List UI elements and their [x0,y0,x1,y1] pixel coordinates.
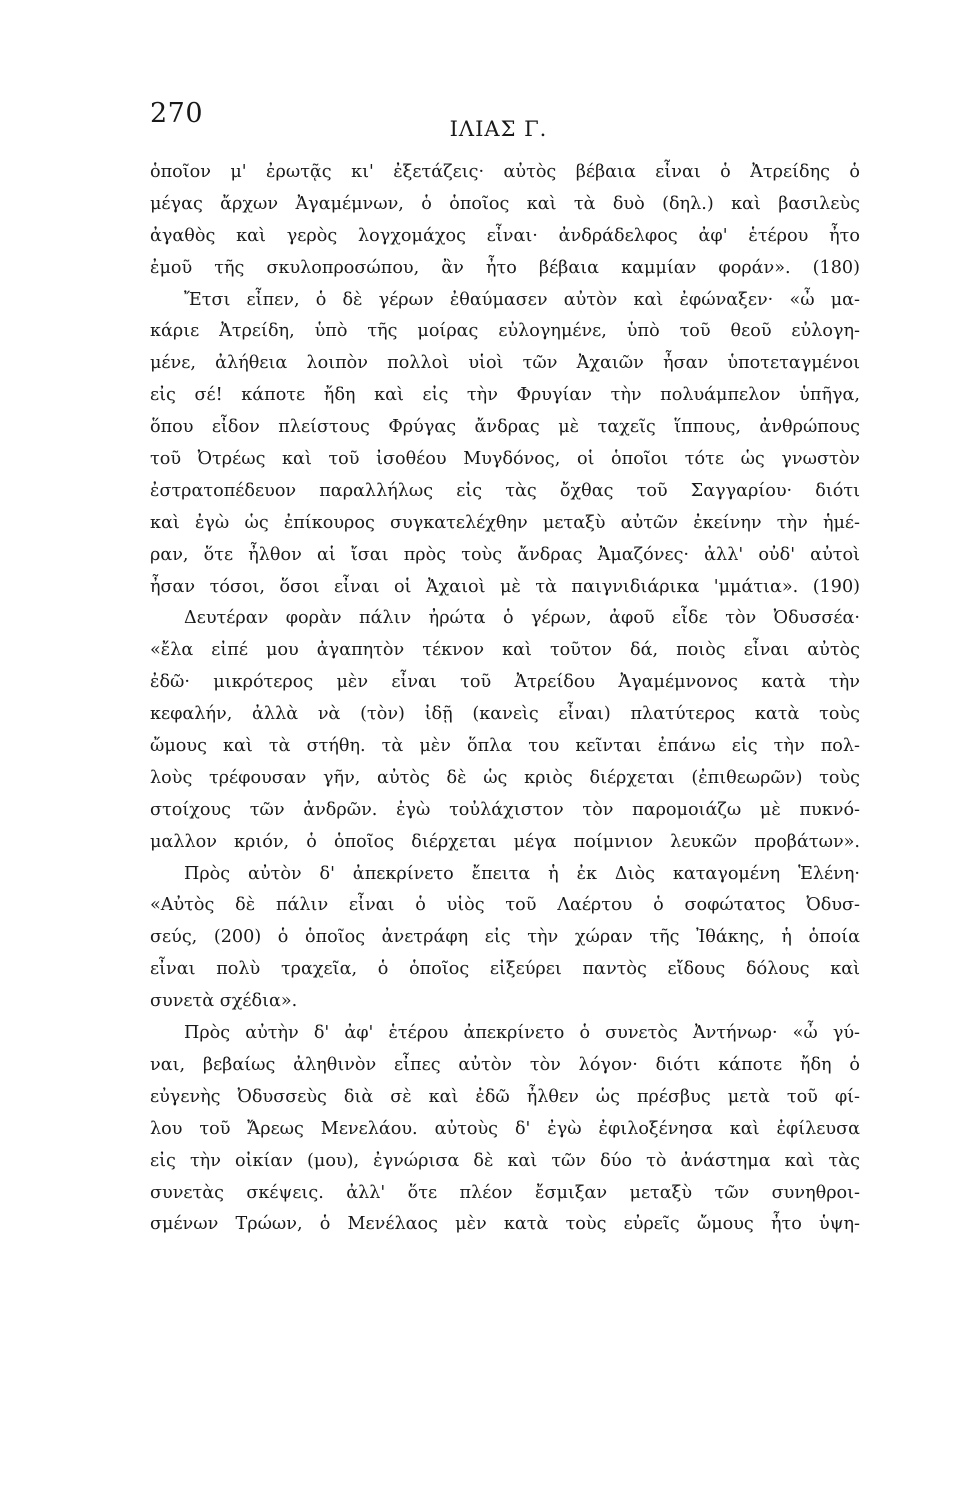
text-line: συνετὰ σχέδια». [150,991,298,1012]
text-line: σεύς, (200) ὁ ὁποῖος ἀνετράφη εἰς τὴν χώραν τῆς Ἰθάκης, ἡ ὁποία [150,927,860,948]
text-line: μένε, ἀλήθεια λοιπὸν πολλοὶ υἱοὶ τῶν Ἀχαιῶν ἦσαν ὑποτεταγμένοι [150,353,860,374]
running-title: ΙΛΙΑΣ Γ. [449,117,548,141]
text-line: Δευτέραν φορὰν πάλιν ἠρώτα ὁ γέρων, ἀφοῦ εἶδε τὸν Ὀδυσσέα· [184,608,860,629]
text-line: ὅπου εἶδον πλείστους Φρύγας ἄνδρας μὲ ταχεῖς ἵππους, ἀνθρώπους [150,417,860,438]
body-text [150,157,860,1241]
text-line: λου τοῦ Ἄρεως Μενελάου. αὐτοὺς δ' ἐγὼ ἐφιλοξένησα καὶ ἐφίλευσα [150,1118,860,1139]
text-line: συνετὰς σκέψεις. ἀλλ' ὅτε πλέον ἔσμιξαν μεταξὺ τῶν συνηθροι- [150,1182,860,1203]
text-line: Πρὸς αὐτὴν δ' ἀφ' ἑτέρου ἀπεκρίνετο ὁ συνετὸς Ἀντήνωρ· «ὦ γύ- [184,1023,860,1044]
text-line: στοίχους τῶν ἀνδρῶν. ἐγὼ τοὐλάχιστον τὸν παρομοιάζω μὲ πυκνό- [150,799,860,820]
text-line: τοῦ Ὀτρέως καὶ τοῦ ἰσοθέου Μυγδόνος, οἱ ὁποῖοι τότε ὡς γνωστὸν [150,449,860,470]
page-number: 270 [150,98,204,129]
text-line: Ἔτσι εἶπεν, ὁ δὲ γέρων ἐθαύμασεν αὐτὸν καὶ ἐφώναξεν· «ὦ μα- [184,289,860,310]
text-line: «ἔλα εἰπέ μου ἀγαπητὸν τέκνον καὶ τοῦτον δά, ποιὸς εἶναι αὐτὸς [150,640,860,661]
text-line: ναι, βεβαίως ἀληθινὸν εἶπες αὐτὸν τὸν λόγον· διότι κάποτε ἤδη ὁ [150,1054,860,1075]
text-line: σμένων Τρώων, ὁ Μενέλαος μὲν κατὰ τοὺς εὐρεῖς ὤμους ἦτο ὑψη- [150,1214,860,1235]
text-line: κεφαλήν, ἀλλὰ νὰ (τὸν) ἰδῇ (κανεὶς εἶναι) πλατύτερος κατὰ τοὺς [150,704,860,725]
text-line: ὤμους καὶ τὰ στήθη. τὰ μὲν ὅπλα του κεῖνται ἐπάνω εἰς τὴν πολ- [150,736,860,757]
text-line: ἐστρατοπέδευον παραλλήλως εἰς τὰς ὄχθας τοῦ Σαγγαρίου· διότι [150,480,860,501]
text-line: καὶ ἐγὼ ὡς ἐπίκουρος συγκατελέχθην μεταξὺ αὐτῶν ἐκείνην τὴν ἡμέ- [150,512,860,533]
text-line: ἀγαθὸς καὶ γερὸς λογχομάχος εἶναι· ἀνδράδελφος ἀφ' ἑτέρου ἦτο [150,225,860,246]
text-line: ὁποῖον μ' ἐρωτᾷς κι' ἐξετάζεις· αὐτὸς βέβαια εἶναι ὁ Ἀτρείδης ὁ [150,162,860,182]
text-line: κάριε Ἀτρείδη, ὑπὸ τῆς μοίρας εὐλογημένε, ὑπὸ τοῦ θεοῦ εὐλογη- [150,321,860,342]
text-line: Πρὸς αὐτὸν δ' ἀπεκρίνετο ἔπειτα ἡ ἐκ Διὸς καταγομένη Ἑλένη· [184,863,860,884]
text-line: ἐδῶ· μικρότερος μὲν εἶναι τοῦ Ἀτρείδου Ἀγαμέμνονος κατὰ τὴν [150,672,860,693]
text-line: εἰς σέ! κάποτε ἤδη καὶ εἰς τὴν Φρυγίαν τὴν πολυάμπελον ὑπῆγα, [150,385,860,406]
text-line: εἶναι πολὺ τραχεῖα, ὁ ὁποῖος εἰξεύρει παντὸς εἴδους δόλους καὶ [150,959,860,980]
text-line: ἐμοῦ τῆς σκυλοπροσώπου, ἂν ἦτο βέβαια καμμίαν φοράν». (180) [150,257,860,278]
text-line: μαλλον κριόν, ὁ ὁποῖος διέρχεται μέγα ποίμνιον λευκῶν προβάτων». [150,831,860,852]
text-line: εἰς τὴν οἰκίαν (μου), ἐγνώρισα δὲ καὶ τῶν δύο τὸ ἀνάστημα καὶ τὰς [150,1150,860,1171]
text-line: εὐγενὴς Ὀδυσσεὺς διὰ σὲ καὶ ἐδῶ ἦλθεν ὡς πρέσβυς μετὰ τοῦ φί- [150,1086,860,1107]
text-line: μέγας ἄρχων Ἀγαμέμνων, ὁ ὁποῖος καὶ τὰ δυὸ (δηλ.) καὶ βασιλεὺς [150,193,860,214]
text-line: λοὺς τρέφουσαν γῆν, αὐτὸς δὲ ὡς κριὸς διέρχεται (ἐπιθεωρῶν) τοὺς [150,767,860,788]
text-line: ἦσαν τόσοι, ὅσοι εἶναι οἱ Ἀχαιοὶ μὲ τὰ παιγνιδιάρικα 'μμάτια». (190) [150,576,860,597]
text-line: ραν, ὅτε ἦλθον αἱ ἴσαι πρὸς τοὺς ἄνδρας Ἀμαζόνες· ἀλλ' οὐδ' αὐτοὶ [150,544,860,565]
text-line: «Αὐτὸς δὲ πάλιν εἶναι ὁ υἱὸς τοῦ Λαέρτου ὁ σοφώτατος Ὀδυσ- [150,895,860,916]
